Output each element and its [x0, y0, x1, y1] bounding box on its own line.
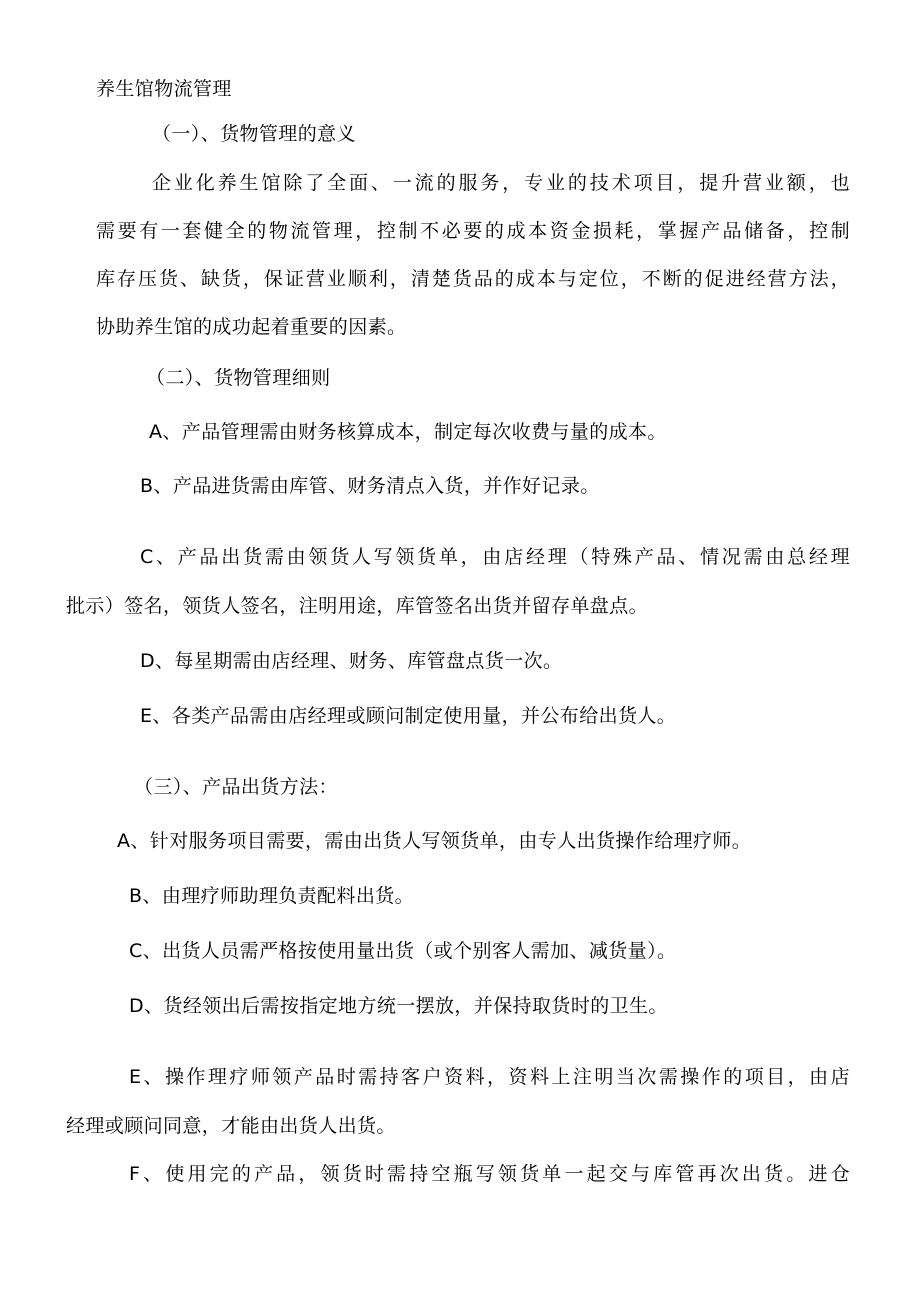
section-heading-2: （二）、货物管理细则 — [146, 367, 331, 389]
list-item: E、操作理疗师领产品时需持客户资料，资料上注明当次需操作的项目，由店 — [129, 1066, 850, 1088]
list-item: A、产品管理需由财务核算成本，制定每次收费与量的成本。 — [149, 421, 667, 443]
list-item: C、出货人员需严格按使用量出货（或个别客人需加、减货量）。 — [129, 940, 677, 962]
list-item: F、使用完的产品，领货时需持空瓶写领货单一起交与库管再次出货。进仓 — [129, 1163, 850, 1185]
paragraph-line: 需要有一套健全的物流管理，控制不必要的成本资金损耗，掌握产品储备，控制 — [96, 220, 850, 242]
paragraph-line: 协助养生馆的成功起着重要的因素。 — [96, 316, 407, 338]
list-item: B、产品进货需由库管、财务清点入货，并作好记录。 — [140, 475, 600, 497]
list-item-continuation: 经理或顾问同意，才能由出货人出货。 — [66, 1115, 396, 1137]
list-item: E、各类产品需由店经理或顾问制定使用量，并公布给出货人。 — [140, 705, 677, 727]
list-item: D、货经领出后需按指定地方统一摆放，并保持取货时的卫生。 — [129, 995, 668, 1017]
paragraph-line: 库存压货、缺货，保证营业顺利，清楚货品的成本与定位，不断的促进经营方法， — [96, 268, 850, 290]
paragraph-line: 企业化养生馆除了全面、一流的服务，专业的技术项目，提升营业额，也 — [152, 172, 850, 194]
list-item-continuation: 批示）签名，领货人签名，注明用途，库管签名出货并留存单盘点。 — [66, 595, 649, 617]
document-title: 养生馆物流管理 — [96, 78, 232, 100]
section-heading-3: （三）、产品出货方法： — [134, 776, 338, 798]
list-item: D、每星期需由店经理、财务、库管盘点货一次。 — [140, 650, 563, 672]
section-heading-1: （一）、货物管理的意义 — [152, 123, 356, 145]
list-item: A、针对服务项目需要，需由出货人写领货单，由专人出货操作给理疗师。 — [117, 830, 752, 852]
list-item: C、产品出货需由领货人写领货单，由店经理（特殊产品、情况需由总经理 — [140, 546, 850, 568]
list-item: B、由理疗师助理负责配料出货。 — [129, 885, 415, 907]
